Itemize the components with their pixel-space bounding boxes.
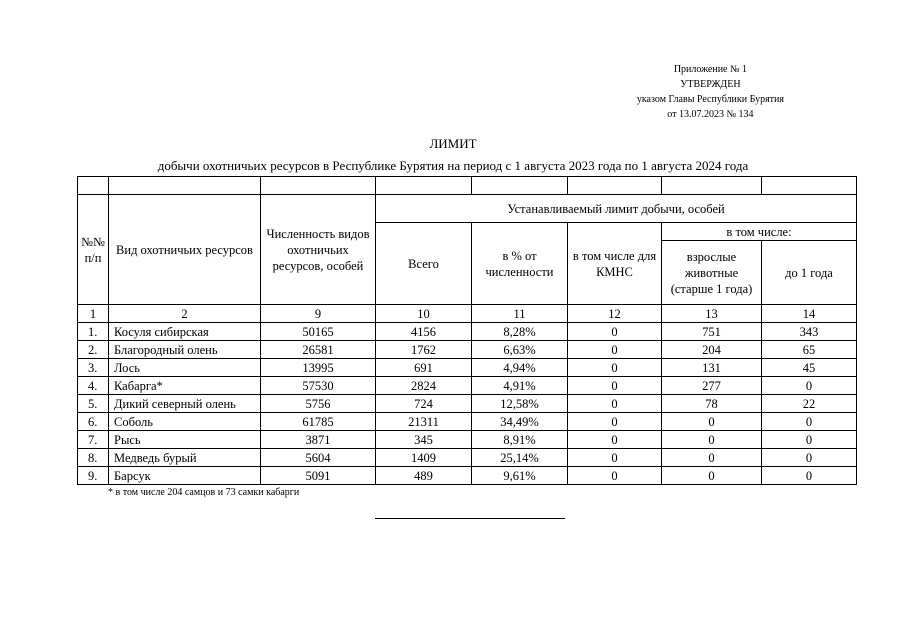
limit-young: 0 bbox=[762, 413, 857, 431]
header-kmns: в том числе для КМНС bbox=[568, 223, 662, 305]
species-name: Лось bbox=[109, 359, 261, 377]
limit-percent: 8,91% bbox=[472, 431, 568, 449]
limit-adults: 131 bbox=[662, 359, 762, 377]
limit-young: 65 bbox=[762, 341, 857, 359]
limit-percent: 34,49% bbox=[472, 413, 568, 431]
limit-percent: 6,63% bbox=[472, 341, 568, 359]
header-species: Вид охотничьих ресурсов bbox=[109, 195, 261, 305]
limit-kmns: 0 bbox=[568, 323, 662, 341]
limit-kmns: 0 bbox=[568, 449, 662, 467]
limit-young: 0 bbox=[762, 467, 857, 485]
col-number: 12 bbox=[568, 305, 662, 323]
population-value: 5756 bbox=[261, 395, 376, 413]
population-value: 3871 bbox=[261, 431, 376, 449]
appendix-block bbox=[637, 62, 784, 122]
limit-percent: 12,58% bbox=[472, 395, 568, 413]
col-number: 2 bbox=[109, 305, 261, 323]
limit-adults: 204 bbox=[662, 341, 762, 359]
population-value: 5604 bbox=[261, 449, 376, 467]
row-number: 9. bbox=[78, 467, 109, 485]
spacer-row bbox=[78, 177, 857, 195]
species-name: Косуля сибирская bbox=[109, 323, 261, 341]
row-number: 1. bbox=[78, 323, 109, 341]
limit-young: 0 bbox=[762, 377, 857, 395]
limit-percent: 25,14% bbox=[472, 449, 568, 467]
document-title: ЛИМИТ bbox=[429, 136, 477, 151]
col-number: 1 bbox=[78, 305, 109, 323]
column-number-row bbox=[78, 305, 857, 323]
limit-kmns: 0 bbox=[568, 359, 662, 377]
table-row bbox=[78, 395, 857, 413]
limit-adults: 751 bbox=[662, 323, 762, 341]
table-row bbox=[78, 341, 857, 359]
limit-kmns: 0 bbox=[568, 341, 662, 359]
col-number: 14 bbox=[762, 305, 857, 323]
limit-kmns: 0 bbox=[568, 413, 662, 431]
col-number: 10 bbox=[376, 305, 472, 323]
decree-label: указом Главы Республики Бурятия bbox=[636, 94, 784, 105]
col-number: 11 bbox=[472, 305, 568, 323]
header-under1: до 1 года bbox=[762, 241, 857, 305]
population-value: 26581 bbox=[261, 341, 376, 359]
limit-young: 0 bbox=[762, 449, 857, 467]
population-value: 57530 bbox=[261, 377, 376, 395]
header-including: в том числе: bbox=[662, 223, 857, 241]
species-name: Барсук bbox=[109, 467, 261, 485]
table-row bbox=[78, 449, 857, 467]
row-number: 5. bbox=[78, 395, 109, 413]
species-name: Медведь бурый bbox=[109, 449, 261, 467]
header-population: Численность видов охотничьих ресурсов, особей bbox=[261, 195, 376, 305]
row-number: 4. bbox=[78, 377, 109, 395]
limit-total: 4156 bbox=[376, 323, 472, 341]
limit-percent: 4,94% bbox=[472, 359, 568, 377]
limit-young: 45 bbox=[762, 359, 857, 377]
species-name: Благородный олень bbox=[109, 341, 261, 359]
population-value: 61785 bbox=[261, 413, 376, 431]
limit-kmns: 0 bbox=[568, 395, 662, 413]
row-number: 6. bbox=[78, 413, 109, 431]
limit-young: 0 bbox=[762, 431, 857, 449]
limit-adults: 78 bbox=[662, 395, 762, 413]
header-limit-group: Устанавливаемый лимит добычи, особей bbox=[376, 195, 857, 223]
species-name: Рысь bbox=[109, 431, 261, 449]
limit-total: 2824 bbox=[376, 377, 472, 395]
species-name: Дикий северный олень bbox=[109, 395, 261, 413]
table-row bbox=[78, 359, 857, 377]
table-row bbox=[78, 323, 857, 341]
limit-percent: 8,28% bbox=[472, 323, 568, 341]
limit-percent: 9,61% bbox=[472, 467, 568, 485]
limit-young: 343 bbox=[762, 323, 857, 341]
limit-table bbox=[77, 176, 857, 485]
limit-young: 22 bbox=[762, 395, 857, 413]
limit-adults: 277 bbox=[662, 377, 762, 395]
footnote: * в том числе 204 самцов и 73 самки кабарги bbox=[108, 487, 300, 498]
species-name: Кабарга* bbox=[109, 377, 261, 395]
header-row-1 bbox=[78, 195, 857, 223]
appendix-number: Приложение № 1 bbox=[673, 64, 748, 75]
col-number: 13 bbox=[662, 305, 762, 323]
header-adults: взрослые животные (старше 1 года) bbox=[662, 241, 762, 305]
limit-total: 724 bbox=[376, 395, 472, 413]
limit-adults: 0 bbox=[662, 431, 762, 449]
limit-total: 21311 bbox=[376, 413, 472, 431]
table-row bbox=[78, 431, 857, 449]
row-number: 3. bbox=[78, 359, 109, 377]
table-row bbox=[78, 413, 857, 431]
population-value: 13995 bbox=[261, 359, 376, 377]
species-name: Соболь bbox=[109, 413, 261, 431]
limit-adults: 0 bbox=[662, 449, 762, 467]
row-number: 8. bbox=[78, 449, 109, 467]
header-total: Всего bbox=[376, 223, 472, 305]
limit-total: 691 bbox=[376, 359, 472, 377]
document-subtitle: добычи охотничьих ресурсов в Республике Бурятия на период с 1 августа 2023 года по 1 августа 2024 года bbox=[157, 158, 749, 173]
row-number: 7. bbox=[78, 431, 109, 449]
limit-adults: 0 bbox=[662, 413, 762, 431]
limit-adults: 0 bbox=[662, 467, 762, 485]
signature-line bbox=[375, 518, 565, 519]
table-row bbox=[78, 467, 857, 485]
row-number: 2. bbox=[78, 341, 109, 359]
limit-total: 1409 bbox=[376, 449, 472, 467]
limit-total: 345 bbox=[376, 431, 472, 449]
limit-kmns: 0 bbox=[568, 467, 662, 485]
population-value: 50165 bbox=[261, 323, 376, 341]
table-row bbox=[78, 377, 857, 395]
header-num: №№ п/п bbox=[78, 195, 109, 305]
limit-kmns: 0 bbox=[568, 377, 662, 395]
population-value: 5091 bbox=[261, 467, 376, 485]
limit-total: 1762 bbox=[376, 341, 472, 359]
limit-total: 489 bbox=[376, 467, 472, 485]
header-percent: в % от численности bbox=[472, 223, 568, 305]
col-number: 9 bbox=[261, 305, 376, 323]
limit-percent: 4,91% bbox=[472, 377, 568, 395]
approved-label: УТВЕРЖДЕН bbox=[680, 79, 741, 90]
limit-kmns: 0 bbox=[568, 431, 662, 449]
decree-date: от 13.07.2023 № 134 bbox=[667, 109, 754, 120]
